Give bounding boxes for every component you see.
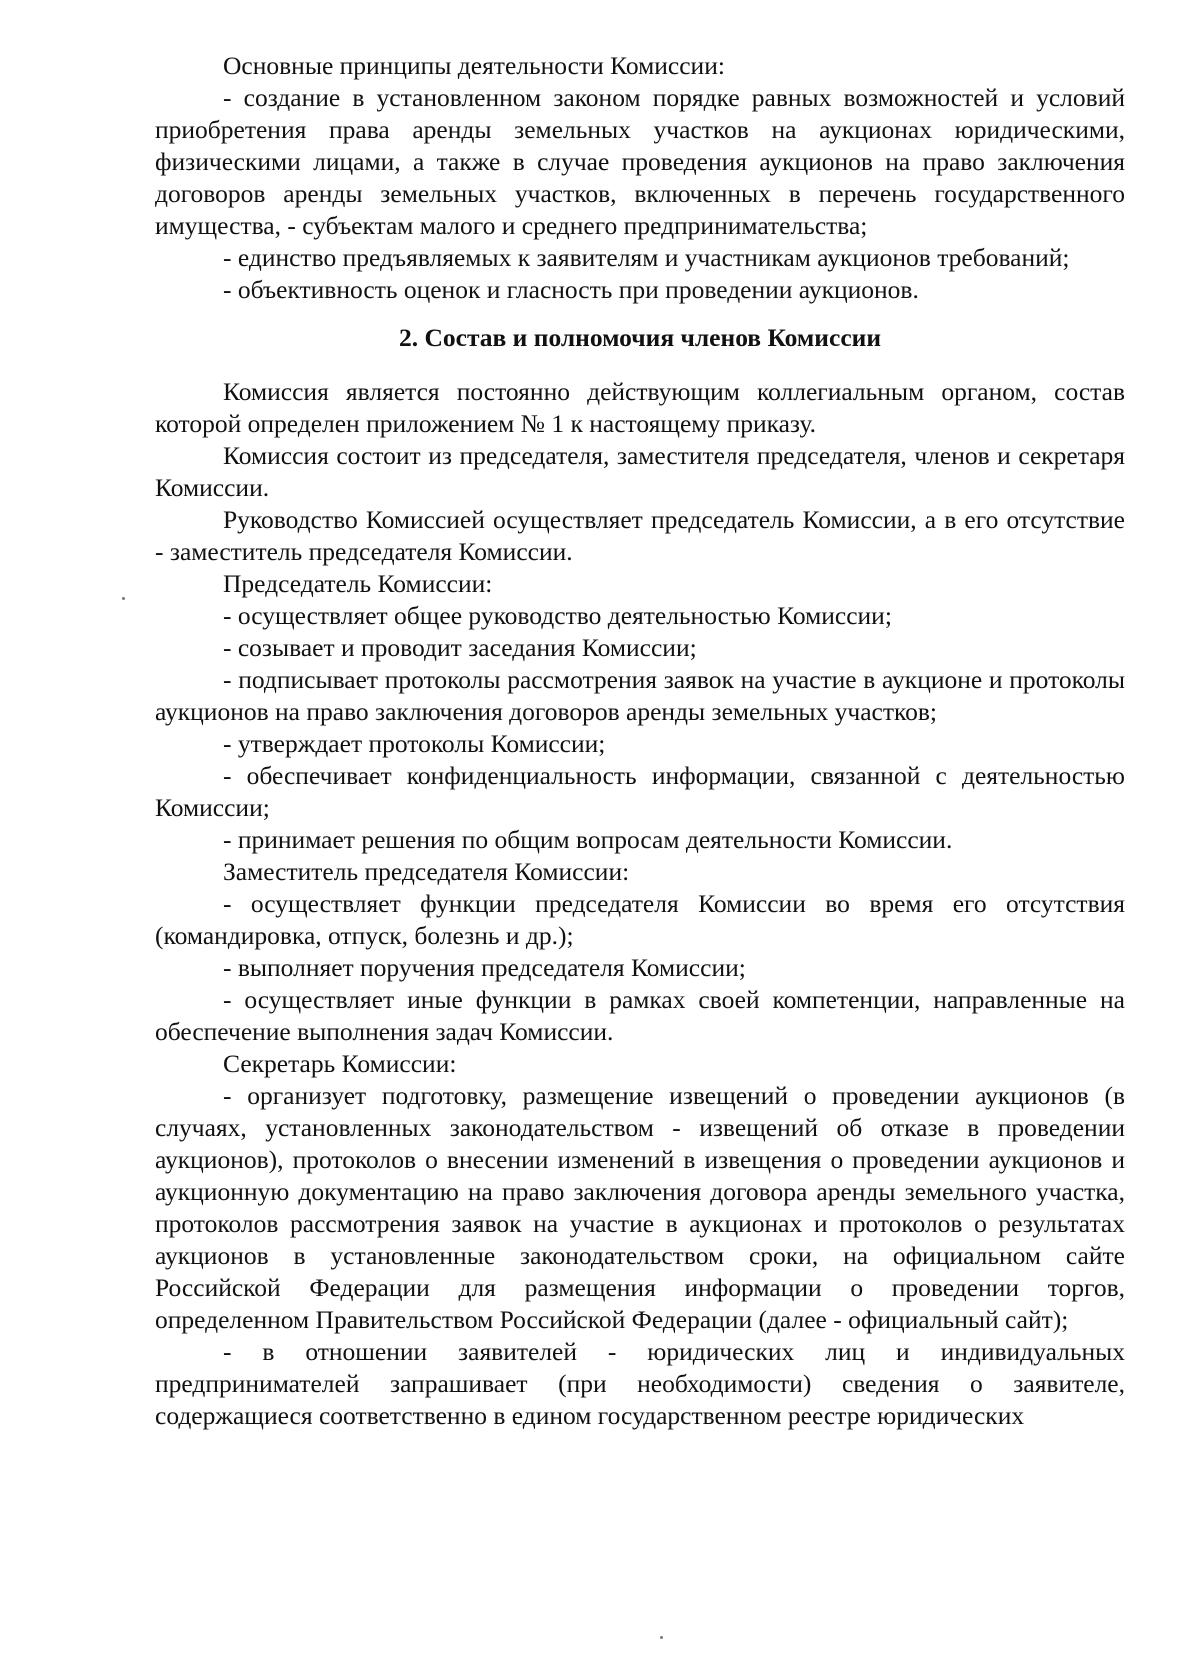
chairman-duty: - созывает и проводит заседания Комиссии; <box>223 633 697 662</box>
chairman-heading: Председатель Комиссии: <box>223 569 493 598</box>
deputy-heading: Заместитель председателя Комиссии: <box>223 857 630 886</box>
deputy-duty: - осуществляет функции председателя Комиссии во время его отсутствия (командировка, отпуск, болезнь и др.); <box>155 889 1125 950</box>
intro-paragraph: Комиссия является постоянно действующим коллегиальным органом, состав которой определен приложением № 1 к настоящему приказу. <box>155 377 1125 438</box>
deputy-duty: - осуществляет иные функции в рамках своей компетенции, направленные на обеспечение выполнения задач Комиссии. <box>155 985 1125 1046</box>
principles-heading: Основные принципы деятельности Комиссии: <box>223 51 725 80</box>
principle-item: - объективность оценок и гласность при проведении аукционов. <box>223 275 919 304</box>
document-page <box>155 50 1125 1432</box>
secretary-duty: - в отношении заявителей - юридических лиц и индивидуальных предпринимателей запрашивает (при необходимости) сведения о заявителе, содержащиеся соответственно в едином государственном реестре юридических <box>155 1337 1125 1430</box>
section-title: 2. Состав и полномочия членов Комиссии <box>398 323 882 352</box>
scan-speck <box>660 1636 663 1639</box>
chairman-duty: - осуществляет общее руководство деятельностью Комиссии; <box>223 601 892 630</box>
chairman-duty: - утверждает протоколы Комиссии; <box>223 729 606 758</box>
secretary-heading: Секретарь Комиссии: <box>223 1049 457 1078</box>
deputy-duty: - выполняет поручения председателя Комиссии; <box>223 953 746 982</box>
intro-paragraph: Руководство Комиссией осуществляет председатель Комиссии, а в его отсутствие - заместитель председателя Комиссии. <box>155 505 1125 566</box>
principle-item: - единство предъявляемых к заявителям и участникам аукционов требований; <box>223 243 1070 272</box>
chairman-duty: - обеспечивает конфиденциальность информации, связанной с деятельностью Комиссии; <box>155 761 1125 822</box>
scan-speck <box>122 597 125 600</box>
chairman-duty: - принимает решения по общим вопросам деятельности Комиссии. <box>223 825 953 854</box>
chairman-duty: - подписывает протоколы рассмотрения заявок на участие в аукционе и протоколы аукционов на право заключения договоров аренды земельных участков; <box>155 665 1125 726</box>
secretary-duty: - организует подготовку, размещение извещений о проведении аукционов (в случаях, установленных законодательством - извещений об отказе в проведении аукционов), протоколов о внесении изменений в извещения о проведении аукционов и аукционную документацию на право заключения договора аренды земельного участка, протоколов рассмотрения заявок на участие в аукционах и протоколов о результатах аукционов в установленные законодательством сроки, на официальном сайте Российской Федерации для размещения информации о проведении торгов, определенном Правительством Российской Федерации (далее - официальный сайт); <box>155 1081 1125 1334</box>
principle-item: - создание в установленном законом порядке равных возможностей и условий приобретения права аренды земельных участков на аукционах юридическими, физическими лицами, а также в случае проведения аукционов на право заключения договоров аренды земельных участков, включенных в перечень государственного имущества, - субъектам малого и среднего предпринимательства; <box>155 83 1125 240</box>
intro-paragraph: Комиссия состоит из председателя, заместителя председателя, членов и секретаря Комиссии. <box>155 441 1125 502</box>
